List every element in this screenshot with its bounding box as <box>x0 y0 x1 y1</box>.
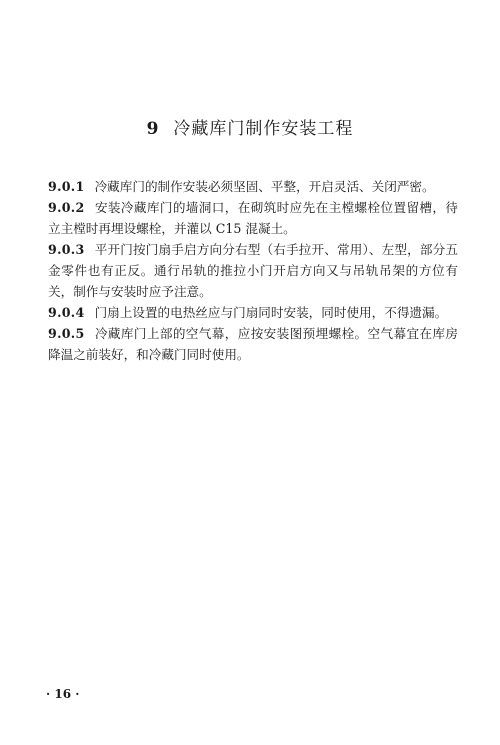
clause-text: 冷藏库门的制作安装必须坚固、平整，开启灵活、关闭严密。 <box>94 179 435 194</box>
chapter-title <box>0 114 500 139</box>
clause-9-0-3 <box>48 239 458 302</box>
chapter-number: 9 <box>146 119 160 139</box>
clause-number: 9.0.4 <box>48 305 85 320</box>
clause-text: 门扇上设置的电热丝应与门扇同时安装，同时使用，不得遗漏。 <box>94 305 448 320</box>
clause-number: 9.0.5 <box>48 326 85 341</box>
clause-number: 9.0.3 <box>48 242 85 257</box>
clause-9-0-5 <box>48 323 458 365</box>
clause-9-0-1 <box>48 176 458 197</box>
page-number: · 16 · <box>46 687 80 701</box>
chapter-title-text: 冷藏库门制作安装工程 <box>173 119 354 139</box>
clause-number: 9.0.1 <box>48 179 85 194</box>
clause-9-0-2 <box>48 197 458 239</box>
clause-9-0-4 <box>48 302 458 323</box>
clause-text: 平开门按门扇手启方向分右型（右手拉开、常用）、左型，部分五金零件也有正反。通行吊轨的推拉小门开启方向又与吊轨吊架的方位有关，制作与安装时应予注意。 <box>48 242 458 299</box>
clause-text: 冷藏库门上部的空气幕，应按安装图预埋螺栓。空气幕宜在库房降温之前装好，和冷藏门同时使用。 <box>48 326 458 362</box>
clause-text: 安装冷藏库门的墙洞口，在砌筑时应先在主樘螺栓位置留槽，待立主樘时再埋设螺栓，并灌以 C15 混凝土。 <box>48 200 458 236</box>
clause-list <box>48 176 458 365</box>
clause-number: 9.0.2 <box>48 200 85 215</box>
